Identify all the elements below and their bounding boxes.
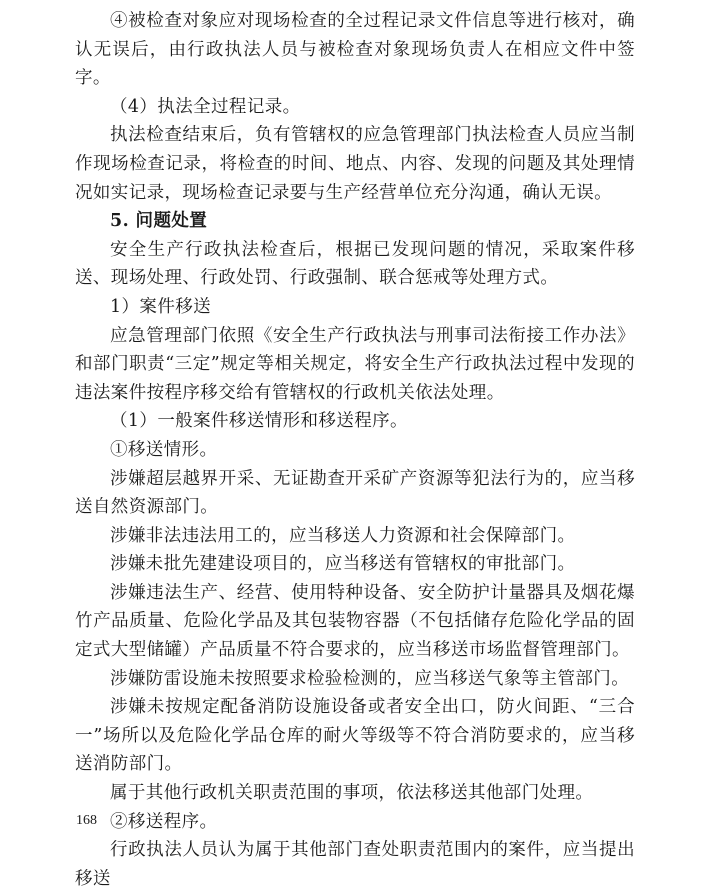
paragraph-meteorology: 涉嫌防雷设施未按照要求检验检测的，应当移送气象等主管部门。 — [110, 668, 630, 689]
subheading-transfer-situations: ①移送情形。 — [110, 439, 218, 460]
page-number: 168 — [76, 813, 97, 828]
subheading-general-transfer: （1）一般案件移送情形和移送程序。 — [110, 411, 408, 432]
paragraph-approval-dept: 涉嫌未批先建建设项目的，应当移送有管辖权的审批部门。 — [110, 554, 576, 575]
section-heading-problem-handling: 5. 问题处置 — [110, 211, 208, 232]
paragraph-record-heading: （4）执法全过程记录。 — [110, 96, 301, 117]
paragraph-natural-resources: 涉嫌超层越界开采、无证勘查开采矿产资源等犯法行为的，应当移送自然资源部门。 — [75, 468, 635, 518]
subheading-transfer-procedure: ②移送程序。 — [110, 811, 218, 832]
page-body — [75, 7, 635, 893]
paragraph-other-agencies: 属于其他行政机关职责范围的事项，依法移送其他部门处理。 — [110, 783, 594, 804]
paragraph-item4-verification: ④被检查对象应对现场检查的全过程记录文件信息等进行核对，确认无误后，由行政执法人员与被检查对象现场负责人在相应文件中签字。 — [75, 11, 635, 89]
paragraph-market-supervision: 涉嫌违法生产、经营、使用特种设备、安全防护计量器具及烟花爆竹产品质量、危险化学品及其包装物容器（不包括储存危险化学品的固定式大型储罐）产品质量不符合要求的，应当移送市场监督管理部门。 — [75, 582, 635, 661]
paragraph-handling-methods: 安全生产行政执法检查后，根据已发现问题的情况，采取案件移送、现场处理、行政处罚、行政强制、联合惩戒等处理方式。 — [75, 239, 635, 289]
paragraph-procedure-start: 行政执法人员认为属于其他部门查处职责范围内的案件，应当提出移送 — [75, 840, 635, 889]
paragraph-human-resources: 涉嫌非法违法用工的，应当移送人力资源和社会保障部门。 — [110, 525, 576, 546]
paragraph-inspection-record: 执法检查结束后，负有管辖权的应急管理部门执法检查人员应当制作现场检查记录，将检查的时间、地点、内容、发现的问题及其处理情况如实记录，现场检查记录要与生产经营单位充分沟通，确认无误。 — [75, 125, 635, 203]
paragraph-transfer-basis: 应急管理部门依照《安全生产行政执法与刑事司法衔接工作办法》和部门职责“三定”规定等相关规定，将安全生产行政执法过程中发现的违法案件按程序移交给有管辖权的行政机关依法处理。 — [75, 325, 635, 403]
paragraph-fire-protection: 涉嫌未按规定配备消防设施设备或者安全出口，防火间距、“三合一”场所以及危险化学品仓库的耐火等级等不符合消防要求的，应当移送消防部门。 — [75, 697, 635, 775]
subheading-case-transfer: 1）案件移送 — [110, 296, 212, 317]
